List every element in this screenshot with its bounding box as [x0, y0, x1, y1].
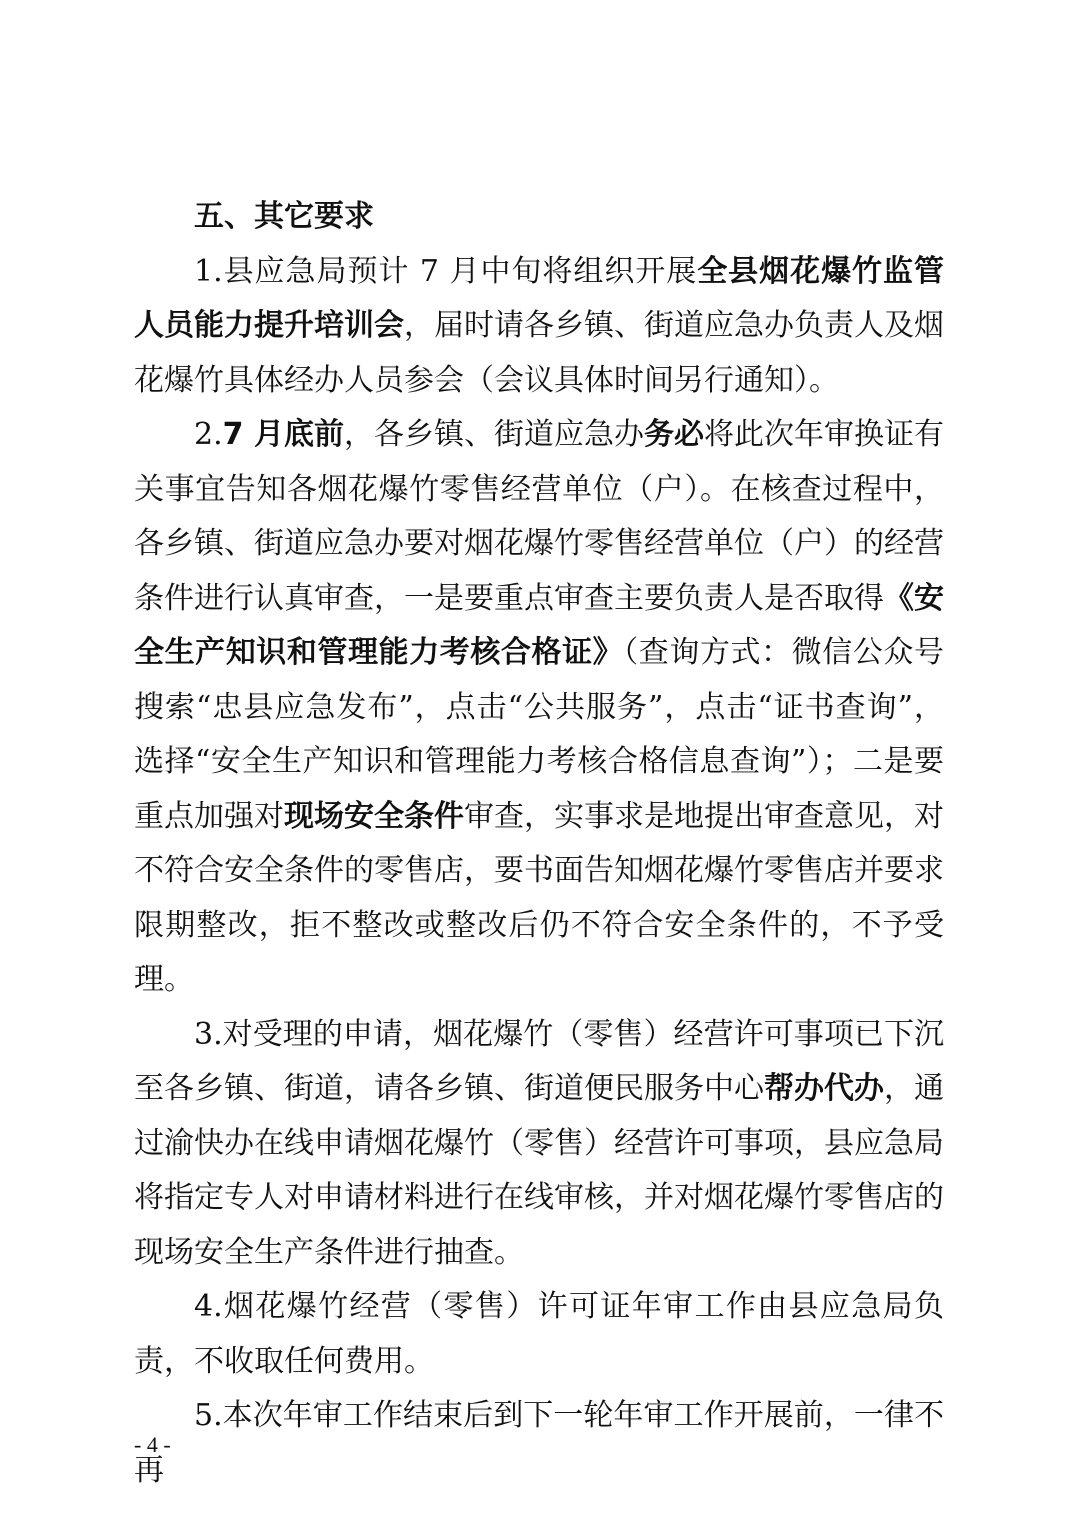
item-1-text-start: 1.县应急局预计 7 月中旬将组织开展 [194, 253, 698, 289]
item-2-text-d: 审查，实事求是地提出审查意见，对不符合安全条件的零售店，要书面告知烟花爆竹零售店并要求限期整改，拒不整改或整改后仍不符合安全条件的，不予受理。 [134, 798, 944, 997]
item-3-text-end: ，通过渝快办在线申请烟花爆竹（零售）经营许可事项，县应急局将指定专人对申请材料进行在线审核，并对烟花爆竹零售店的现场安全生产条件进行抽查。 [134, 1071, 944, 1270]
item-2-text-c: （查询方式：微信公众号搜索“忠县应急发布”，点击“公共服务”，点击“证书查询”，选择“安全生产知识和管理能力考核合格信息查询”）；二是要重点加强对 [134, 635, 945, 834]
section-heading: 五、其它要求 [194, 199, 374, 234]
paragraph-item-3 [134, 1008, 944, 1281]
item-1-text-end: ，届时请各乡镇、街道应急办负责人及烟花爆竹具体经办人员参会（会议具体时间另行通知）。 [134, 308, 944, 398]
item-2-emphasis-must: 务必 [643, 417, 704, 452]
item-2-text-b: 将此次年审换证有关事宜告知各烟花爆竹零售经营单位（户）。在核查过程中，各乡镇、街道应急办要对烟花爆竹零售经营单位（户）的经营条件进行认真审查，一是要重点审查主要负责人是否取得 [134, 417, 945, 616]
item-2-emphasis-deadline: 7 月底前 [222, 417, 344, 452]
item-2-emphasis-site-conditions: 现场安全条件 [284, 798, 464, 834]
item-2-number: 2. [194, 417, 223, 452]
paragraph-item-4: 4.烟花爆竹经营（零售）许可证年审工作由县应急局负责，不收取任何费用。 [134, 1289, 944, 1379]
item-2-emphasis-certificate: 《安全生产知识和管理能力考核合格证》 [134, 580, 944, 670]
page-number: - 4 - [134, 1432, 171, 1457]
paragraph-item-1 [134, 245, 944, 409]
paragraph-item-5: 5.本次年审工作结束后到下一轮年审工作开展前，一律不再 [134, 1398, 944, 1488]
item-3-text-start: 3.对受理的申请，烟花爆竹（零售）经营许可事项已下沉至各乡镇、街道，请各乡镇、街道便民服务中心 [134, 1016, 944, 1106]
paragraph-item-2 [134, 408, 944, 1008]
document-body [134, 190, 944, 1498]
item-2-text-a: ，各乡镇、街道应急办 [343, 417, 644, 452]
item-3-emphasis-assist: 帮办代办 [764, 1071, 884, 1106]
item-1-emphasis-training: 全县烟花爆竹监管人员能力提升培训会 [134, 253, 944, 343]
